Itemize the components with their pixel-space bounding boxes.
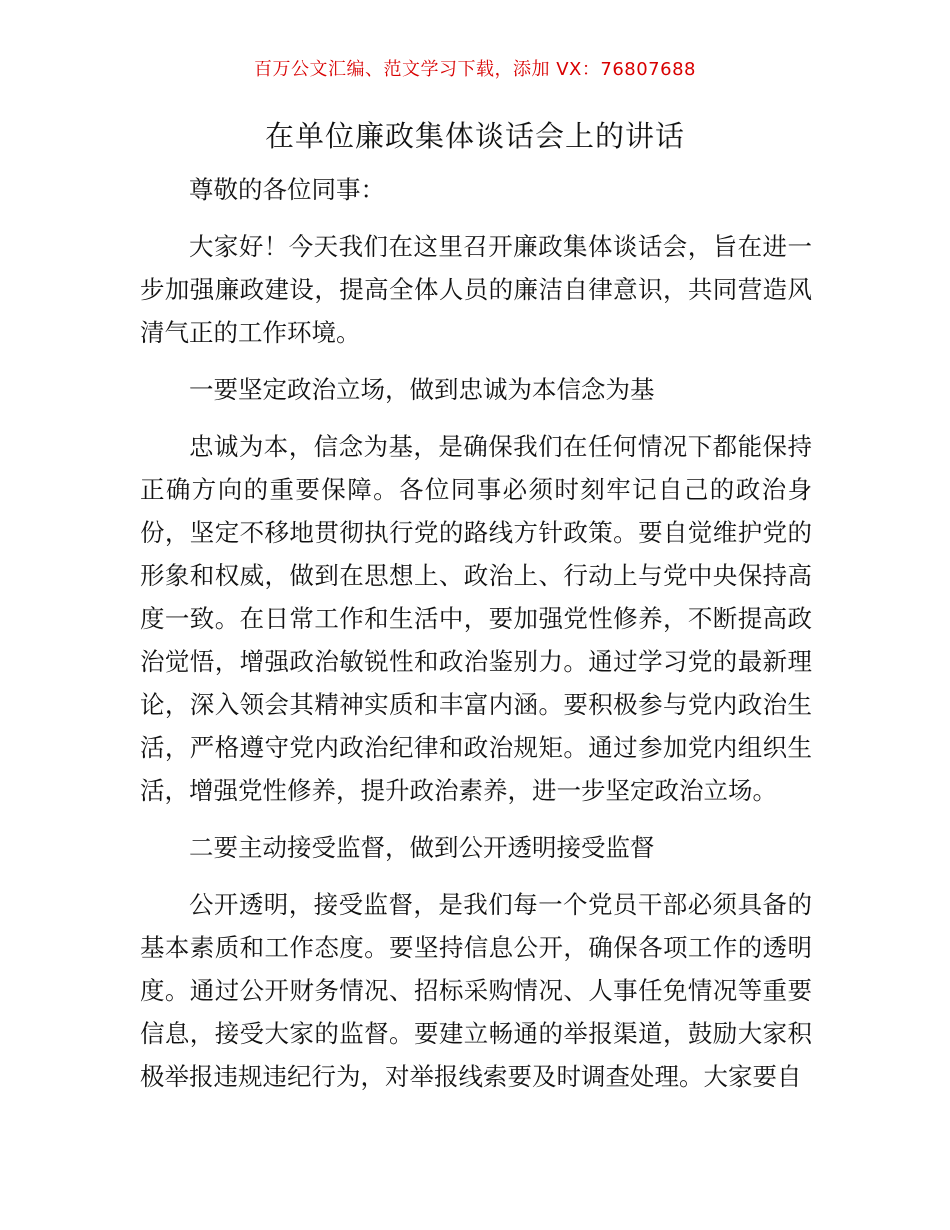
page-title: 在单位廉政集体谈话会上的讲话	[264, 119, 685, 153]
watermark-text: 百万公文汇编、范文学习下载，添加 VX：76807688	[254, 59, 696, 80]
document-body	[140, 168, 812, 1112]
section-heading-1: 一要坚定政治立场，做到忠诚为本信念为基	[189, 375, 655, 404]
paragraph-intro: 大家好！今天我们在这里召开廉政集体谈话会，旨在进一步加强廉政建设，提高全体人员的廉洁自律意识，共同营造风清气正的工作环境。	[140, 232, 812, 347]
paragraph-section-2: 公开透明，接受监督，是我们每一个党员干部必须具备的基本素质和工作态度。要坚持信息公开，确保各项工作的透明度。通过公开财务情况、招标采购情况、人事任免情况等重要信息，接受大家的监督。要建立畅通的举报渠道，鼓励大家积极举报违规违纪行为，对举报线索要及时调查处理。大家要自	[140, 890, 812, 1091]
paragraph-section-1: 忠诚为本，信念为基，是确保我们在任何情况下都能保持正确方向的重要保障。各位同事必须时刻牢记自己的政治身份，坚定不移地贯彻执行党的路线方针政策。要自觉维护党的形象和权威，做到在思想上、政治上、行动上与党中央保持高度一致。在日常工作和生活中，要加强党性修养，不断提高政治觉悟，增强政治敏锐性和政治鉴别力。通过学习党的最新理论，深入领会其精神实质和丰富内涵。要积极参与党内政治生活，严格遵守党内政治纪律和政治规矩。通过参加党内组织生活，增强党性修养，提升政治素养，进一步坚定政治立场。	[140, 432, 812, 805]
section-heading-2: 二要主动接受监督，做到公开透明接受监督	[189, 833, 655, 862]
salutation: 尊敬的各位同事：	[189, 175, 385, 204]
